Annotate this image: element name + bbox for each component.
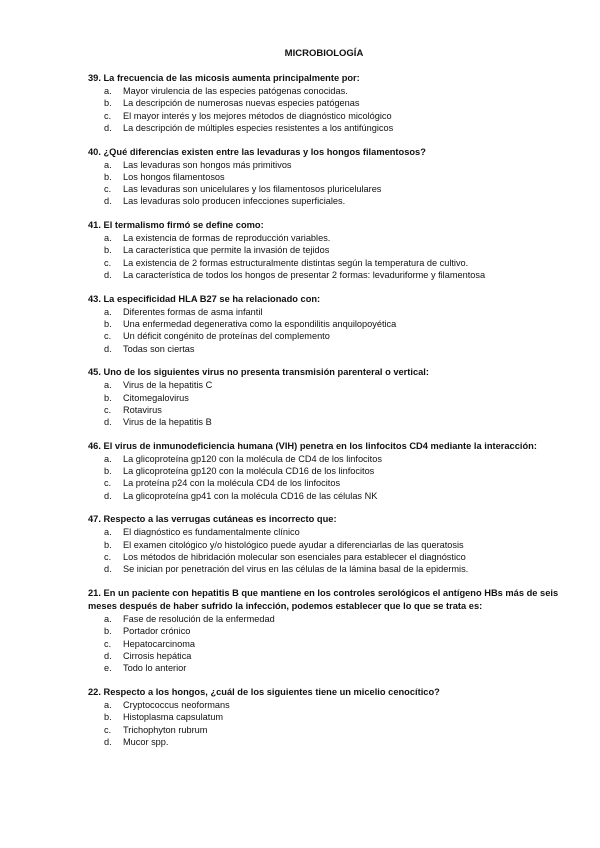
option-letter: b. bbox=[104, 626, 112, 637]
question-text: 40. ¿Qué diferencias existen entre las levaduras y los hongos filamentosos? bbox=[88, 146, 426, 157]
option-item bbox=[88, 171, 560, 183]
option-letter: d. bbox=[104, 196, 112, 207]
option-item bbox=[88, 330, 560, 342]
option-letter: d. bbox=[104, 736, 112, 747]
option-text: Cryptococcus neoformans bbox=[123, 699, 230, 710]
option-item bbox=[88, 465, 560, 477]
option-item bbox=[88, 711, 560, 723]
option-item bbox=[88, 232, 560, 244]
question-block bbox=[88, 146, 560, 208]
option-item bbox=[88, 244, 560, 256]
option-text: Se inician por penetración del virus en las células de la lámina basal de la epidermis. bbox=[123, 564, 469, 575]
option-text: Un déficit congénito de proteínas del complemento bbox=[123, 331, 330, 342]
option-letter: c. bbox=[104, 110, 112, 121]
option-text: El mayor interés y los mejores métodos de diagnóstico micológico bbox=[123, 110, 392, 121]
option-item bbox=[88, 195, 560, 207]
option-letter: b. bbox=[104, 171, 112, 182]
question-list bbox=[88, 72, 560, 748]
option-item bbox=[88, 526, 560, 538]
option-text: Trichophyton rubrum bbox=[123, 724, 208, 735]
option-text: La glicoproteína gp120 con la molécula CD16 de los linfocitos bbox=[123, 466, 375, 477]
option-text: La característica de todos los hongos de presentar 2 formas: levaduriforme y filamentosa bbox=[123, 270, 486, 281]
option-letter: d. bbox=[104, 564, 112, 575]
option-item bbox=[88, 563, 560, 575]
option-text: Las levaduras son unicelulares y los filamentosos pluricelulares bbox=[123, 184, 382, 195]
option-text: Diferentes formas de asma infantil bbox=[123, 306, 263, 317]
option-letter: d. bbox=[104, 417, 112, 428]
option-item bbox=[88, 122, 560, 134]
option-item bbox=[88, 318, 560, 330]
option-list bbox=[88, 306, 560, 355]
option-item bbox=[88, 662, 560, 674]
option-item bbox=[88, 257, 560, 269]
option-item bbox=[88, 392, 560, 404]
option-list bbox=[88, 453, 560, 502]
option-item bbox=[88, 183, 560, 195]
option-item bbox=[88, 539, 560, 551]
option-text: Virus de la hepatitis B bbox=[123, 417, 212, 428]
option-letter: a. bbox=[104, 233, 112, 244]
option-letter: b. bbox=[104, 245, 112, 256]
option-text: La existencia de 2 formas estructuralmente distintas según la temperatura de cultivo. bbox=[123, 257, 469, 268]
option-text: Hepatocarcinoma bbox=[123, 638, 196, 649]
option-item bbox=[88, 306, 560, 318]
option-item bbox=[88, 724, 560, 736]
option-list bbox=[88, 379, 560, 428]
option-letter: d. bbox=[104, 343, 112, 354]
question-text: 47. Respecto a las verrugas cutáneas es incorrecto que: bbox=[88, 514, 337, 525]
option-text: La característica que permite la invasión de tejidos bbox=[123, 245, 330, 256]
option-letter: a. bbox=[104, 159, 112, 170]
option-text: Todo lo anterior bbox=[123, 663, 187, 674]
option-text: Cirrosis hepática bbox=[123, 650, 192, 661]
option-letter: d. bbox=[104, 270, 112, 281]
option-letter: c. bbox=[104, 184, 112, 195]
option-list bbox=[88, 232, 560, 281]
question-block bbox=[88, 587, 560, 674]
option-text: La existencia de formas de reproducción variables. bbox=[123, 233, 331, 244]
option-item bbox=[88, 650, 560, 662]
option-text: La glicoproteína gp120 con la molécula de CD4 de los linfocitos bbox=[123, 453, 382, 464]
option-text: Las levaduras solo producen infecciones superficiales. bbox=[123, 196, 346, 207]
option-text: Citomegalovirus bbox=[123, 392, 189, 403]
question-text: 45. Uno de los siguientes virus no presenta transmisión parenteral o vertical: bbox=[88, 367, 429, 378]
question-block bbox=[88, 513, 560, 575]
option-item bbox=[88, 625, 560, 637]
question-text: 21. En un paciente con hepatitis B que mantiene en los controles serológicos el antígeno HBs más de seis meses después de haber sufrido la infección, podemos establecer que lo que se trata es: bbox=[88, 588, 559, 612]
option-letter: b. bbox=[104, 712, 112, 723]
question-text: 43. La especificidad HLA B27 se ha relacionado con: bbox=[88, 293, 321, 304]
option-text: Las levaduras son hongos más primitivos bbox=[123, 159, 292, 170]
question-block bbox=[88, 219, 560, 281]
option-text: Virus de la hepatitis C bbox=[123, 380, 213, 391]
option-letter: a. bbox=[104, 699, 112, 710]
option-letter: c. bbox=[104, 331, 112, 342]
option-letter: b. bbox=[104, 392, 112, 403]
option-letter: e. bbox=[104, 663, 112, 674]
option-item bbox=[88, 613, 560, 625]
option-text: La proteína p24 con la molécula CD4 de los linfocitos bbox=[123, 478, 341, 489]
option-text: Mucor spp. bbox=[123, 736, 169, 747]
option-letter: c. bbox=[104, 552, 112, 563]
option-item bbox=[88, 416, 560, 428]
option-letter: b. bbox=[104, 539, 112, 550]
option-list bbox=[88, 613, 560, 674]
option-letter: a. bbox=[104, 614, 112, 625]
option-text: Rotavirus bbox=[123, 404, 162, 415]
option-letter: c. bbox=[104, 724, 112, 735]
question-text: 46. El virus de inmunodeficiencia humana (VIH) penetra en los linfocitos CD4 mediante la interacción: bbox=[88, 440, 537, 451]
option-text: El examen citológico y/o histológico puede ayudar a diferenciarlas de las queratosis bbox=[123, 539, 464, 550]
option-letter: a. bbox=[104, 453, 112, 464]
option-item bbox=[88, 343, 560, 355]
option-item bbox=[88, 159, 560, 171]
option-letter: c. bbox=[104, 404, 112, 415]
question-block bbox=[88, 366, 560, 428]
option-letter: d. bbox=[104, 650, 112, 661]
option-letter: a. bbox=[104, 527, 112, 538]
option-list bbox=[88, 526, 560, 575]
question-block bbox=[88, 686, 560, 748]
option-item bbox=[88, 404, 560, 416]
option-list bbox=[88, 85, 560, 134]
page-title: MICROBIOLOGÍA bbox=[284, 48, 364, 59]
option-letter: a. bbox=[104, 306, 112, 317]
option-text: Los hongos filamentosos bbox=[123, 171, 225, 182]
option-item bbox=[88, 736, 560, 748]
option-text: El diagnóstico es fundamentalmente clínico bbox=[123, 527, 300, 538]
option-letter: b. bbox=[104, 319, 112, 330]
question-text: 22. Respecto a los hongos, ¿cuál de los siguientes tiene un micelio cenocítico? bbox=[88, 686, 440, 697]
option-letter: a. bbox=[104, 86, 112, 96]
option-item bbox=[88, 477, 560, 489]
question-text: 39. La frecuencia de las micosis aumenta principalmente por: bbox=[88, 73, 360, 83]
question-text: 41. El termalismo firmó se define como: bbox=[88, 220, 264, 231]
option-item bbox=[88, 269, 560, 281]
question-block bbox=[88, 293, 560, 355]
option-text: La descripción de múltiples especies resistentes a los antifúngicos bbox=[123, 122, 394, 133]
option-list bbox=[88, 699, 560, 748]
option-text: La descripción de numerosas nuevas especies patógenas bbox=[123, 98, 360, 109]
option-item bbox=[88, 85, 560, 97]
option-letter: d. bbox=[104, 122, 112, 133]
option-text: La glicoproteína gp41 con la molécula CD16 de las células NK bbox=[123, 490, 378, 501]
option-letter: b. bbox=[104, 466, 112, 477]
option-letter: d. bbox=[104, 490, 112, 501]
option-list bbox=[88, 159, 560, 208]
option-item bbox=[88, 453, 560, 465]
option-letter: c. bbox=[104, 257, 112, 268]
option-text: Mayor virulencia de las especies patógenas conocidas. bbox=[123, 86, 348, 96]
option-text: Una enfermedad degenerativa como la espondilitis anquilopoyética bbox=[123, 319, 397, 330]
option-letter: c. bbox=[104, 478, 112, 489]
option-letter: c. bbox=[104, 638, 112, 649]
option-item bbox=[88, 379, 560, 391]
option-item bbox=[88, 551, 560, 563]
option-text: Portador crónico bbox=[123, 626, 191, 637]
option-text: Fase de resolución de la enfermedad bbox=[123, 614, 275, 625]
option-text: Todas son ciertas bbox=[123, 343, 195, 354]
option-item bbox=[88, 638, 560, 650]
option-item bbox=[88, 699, 560, 711]
option-item bbox=[88, 490, 560, 502]
question-block bbox=[88, 72, 560, 134]
option-text: Los métodos de hibridación molecular son esenciales para establecer el diagnóstico bbox=[123, 552, 466, 563]
option-item bbox=[88, 110, 560, 122]
question-block bbox=[88, 440, 560, 502]
option-letter: b. bbox=[104, 98, 112, 109]
option-text: Histoplasma capsulatum bbox=[123, 712, 224, 723]
option-letter: a. bbox=[104, 380, 112, 391]
option-item bbox=[88, 97, 560, 109]
